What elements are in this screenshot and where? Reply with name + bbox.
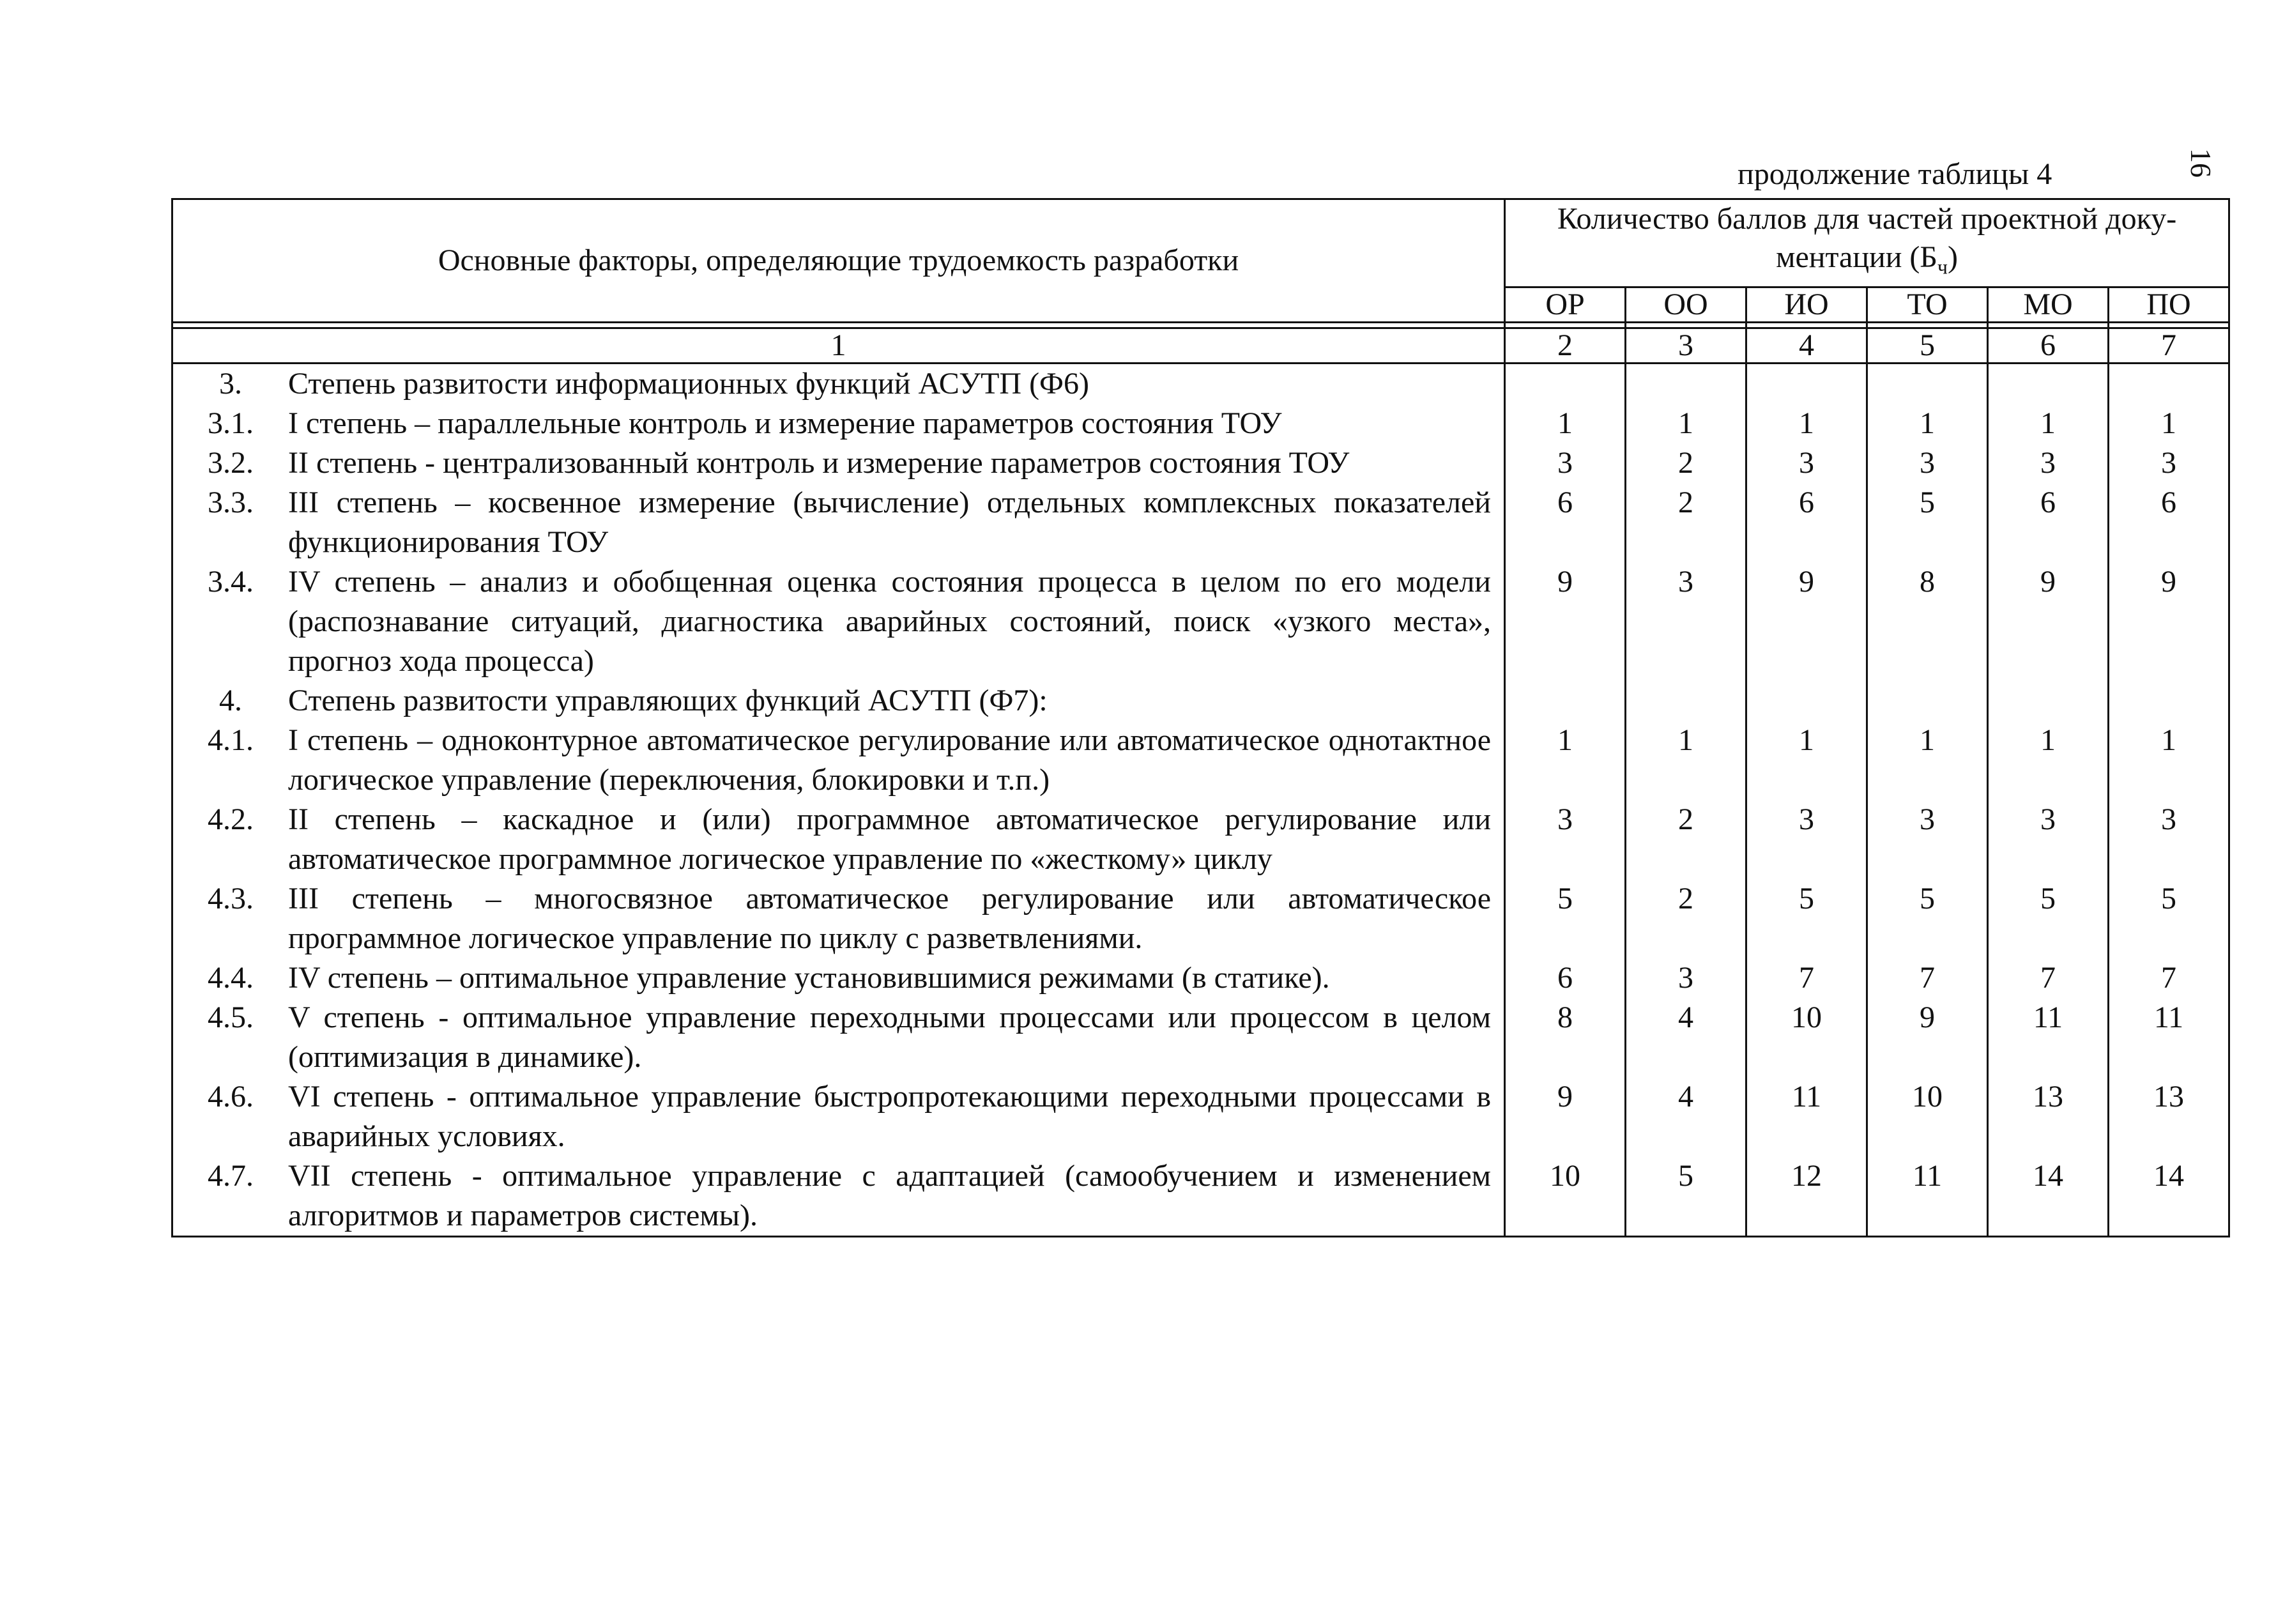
row-number: 4.3. [208,881,254,915]
table-row [172,562,2229,681]
points-value: 11 [1988,998,2109,1077]
column-number: 7 [2109,328,2229,363]
points-value: 13 [2109,1077,2229,1156]
points-value: 5 [2109,879,2229,958]
row-description: VII степень - оптимальное управление с адаптацией (самообучением и изменением алгоритмов и параметров системы). [288,1158,1491,1232]
points-value: 9 [1867,998,1988,1077]
column-code: ПО [2109,287,2229,322]
points-value [1867,363,1988,404]
factor-cell [172,1156,1505,1237]
table-row [172,800,2229,879]
points-value: 11 [1746,1077,1867,1156]
column-number: 6 [1988,328,2109,363]
points-value: 1 [1867,721,1988,800]
points-value: 6 [2109,483,2229,562]
row-number: 3.2. [208,445,254,480]
factor-cell [172,721,1505,800]
points-value: 12 [1746,1156,1867,1237]
points-value: 11 [1867,1156,1988,1237]
column-number: 4 [1746,328,1867,363]
points-value: 1 [1988,404,2109,443]
points-value [1746,363,1867,404]
row-description: I степень – параллельные контроль и измерение параметров состояния ТОУ [288,406,1282,440]
points-value: 8 [1505,998,1626,1077]
points-header-subscript: ч [1937,255,1948,279]
points-value: 1 [1505,404,1626,443]
factor-cell [172,363,1505,404]
points-value: 9 [1505,562,1626,681]
points-header [1505,199,2229,287]
column-number: 3 [1626,328,1746,363]
row-number: 4. [219,683,242,717]
points-value [2109,363,2229,404]
points-header-line1: Количество баллов для частей проектной доку- [1557,202,2177,236]
points-value [1988,681,2109,721]
page-number: 16 [2185,148,2217,178]
points-value: 5 [1505,879,1626,958]
points-value: 5 [1867,483,1988,562]
points-value [1988,363,2109,404]
factor-cell [172,998,1505,1077]
points-value: 7 [1988,958,2109,998]
points-value: 10 [1505,1156,1626,1237]
points-value: 8 [1867,562,1988,681]
row-description: IV степень – оптимальное управление установившимися режимами (в статике). [288,960,1330,995]
factor-cell [172,1077,1505,1156]
factor-cell [172,404,1505,443]
row-description: V степень - оптимальное управление переходными процессами или процессом в целом (оптимизация в динамике). [288,1000,1491,1074]
factor-cell [172,562,1505,681]
factor-cell [172,958,1505,998]
row-description: Степень развитости управляющих функций АСУТП (Ф7): [288,683,1048,717]
points-header-close: ) [1948,240,1958,274]
row-number: 4.4. [208,960,254,995]
row-number: 4.1. [208,723,254,757]
table-continuation-caption: продолжение таблицы 4 [1738,157,2052,191]
points-value: 3 [1626,958,1746,998]
factor-cell [172,800,1505,879]
points-table [171,198,2230,1237]
points-value [1626,681,1746,721]
points-value: 10 [1746,998,1867,1077]
points-value: 3 [1505,443,1626,483]
table-row [172,404,2229,443]
row-number: 3.1. [208,406,254,440]
points-value: 3 [1988,800,2109,879]
points-value: 3 [1988,443,2109,483]
row-number: 3.4. [208,564,254,599]
factors-header: Основные факторы, определяющие трудоемкость разработки [172,199,1505,323]
points-value: 3 [1867,800,1988,879]
points-value: 3 [2109,800,2229,879]
points-value: 5 [1867,879,1988,958]
table-row [172,721,2229,800]
points-value: 1 [1505,721,1626,800]
row-number: 4.5. [208,1000,254,1034]
column-code: ТО [1867,287,1988,322]
points-value: 6 [1746,483,1867,562]
points-value: 3 [2109,443,2229,483]
header-gap [172,322,2229,328]
points-value [2109,681,2229,721]
points-value: 1 [1867,404,1988,443]
points-value: 1 [1626,721,1746,800]
column-code: МО [1988,287,2109,322]
points-value: 5 [1746,879,1867,958]
points-value: 1 [2109,404,2229,443]
row-description: I степень – одноконтурное автоматическое регулирование или автоматическое однотактное логическое управление (переключения, блокировки и т.п.) [288,723,1491,797]
table-row [172,1156,2229,1237]
points-value: 6 [1988,483,2109,562]
points-value [1505,363,1626,404]
column-code: ИО [1746,287,1867,322]
factor-cell [172,681,1505,721]
points-value: 9 [1746,562,1867,681]
points-value: 7 [2109,958,2229,998]
row-number: 3. [219,366,242,401]
points-value [1746,681,1867,721]
points-value: 2 [1626,879,1746,958]
points-value: 5 [1626,1156,1746,1237]
points-value: 3 [1505,800,1626,879]
row-description: II степень – каскадное и (или) программное автоматическое регулирование или автоматическое программное логическое управление по «жесткому» циклу [288,802,1491,876]
points-value: 11 [2109,998,2229,1077]
points-value: 14 [2109,1156,2229,1237]
points-value [1505,681,1626,721]
table-row [172,681,2229,721]
column-numbers-row [172,328,2229,363]
factor-cell [172,879,1505,958]
points-value: 1 [1746,404,1867,443]
row-number: 3.3. [208,485,254,519]
points-value: 3 [1626,562,1746,681]
points-value: 1 [1746,721,1867,800]
column-code: ОО [1626,287,1746,322]
table-row [172,1077,2229,1156]
points-value: 9 [1505,1077,1626,1156]
points-value: 2 [1626,443,1746,483]
table-row [172,483,2229,562]
column-number: 2 [1505,328,1626,363]
points-value [1626,363,1746,404]
table-row [172,443,2229,483]
table-row [172,998,2229,1077]
points-value: 2 [1626,483,1746,562]
column-code: ОР [1505,287,1626,322]
row-number: 4.6. [208,1079,254,1114]
points-value: 1 [1988,721,2109,800]
table-row [172,958,2229,998]
points-value: 7 [1867,958,1988,998]
points-value: 4 [1626,998,1746,1077]
points-value: 2 [1626,800,1746,879]
points-value: 6 [1505,958,1626,998]
header-row [172,199,2229,287]
points-value: 1 [1626,404,1746,443]
row-description: III степень – косвенное измерение (вычисление) отдельных комплексных показателей функционирования ТОУ [288,485,1491,559]
points-value: 14 [1988,1156,2109,1237]
row-description: VI степень - оптимальное управление быстропротекающими переходными процессами в аварийных условиях. [288,1079,1491,1153]
row-number: 4.2. [208,802,254,836]
points-value [1867,681,1988,721]
points-header-line2: ментации (Б [1776,240,1937,274]
points-value: 6 [1505,483,1626,562]
points-value: 1 [2109,721,2229,800]
row-description: Степень развитости информационных функций АСУТП (Ф6) [288,366,1089,401]
points-value: 5 [1988,879,2109,958]
points-value: 3 [1867,443,1988,483]
column-number: 1 [172,328,1505,363]
row-description: III степень – многосвязное автоматическое регулирование или автоматическое программное логическое управление по циклу с разветвлениями. [288,881,1491,955]
table-row [172,363,2229,404]
column-number: 5 [1867,328,1988,363]
points-value: 4 [1626,1077,1746,1156]
points-value: 9 [1988,562,2109,681]
factor-cell [172,483,1505,562]
row-description: II степень - централизованный контроль и измерение параметров состояния ТОУ [288,445,1350,480]
points-value: 10 [1867,1077,1988,1156]
points-value: 3 [1746,800,1867,879]
table-row [172,879,2229,958]
factor-cell [172,443,1505,483]
points-value: 9 [2109,562,2229,681]
points-value: 13 [1988,1077,2109,1156]
points-value: 7 [1746,958,1867,998]
row-description: IV степень – анализ и обобщенная оценка состояния процесса в целом по его модели (распознавание ситуаций, диагностика аварийных состояний, поиск «узкого места», прогноз хода процесса) [288,564,1491,678]
points-value: 3 [1746,443,1867,483]
row-number: 4.7. [208,1158,254,1193]
